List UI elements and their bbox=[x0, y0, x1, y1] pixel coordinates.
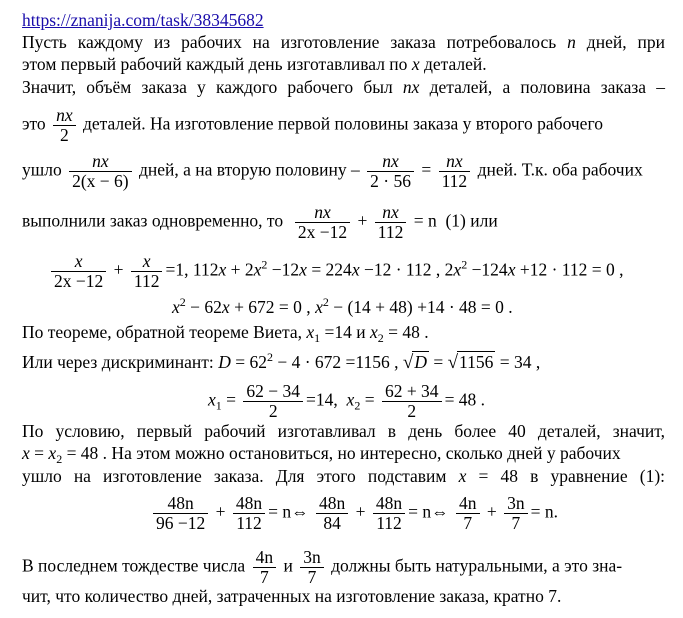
fraction-nx-112: $\frac{nx}{112}$ bbox=[439, 152, 471, 191]
source-link-line bbox=[22, 10, 264, 30]
iff-symbol-2: ⇔ bbox=[431, 501, 449, 522]
text-line-2: этом первый рабочий каждый день изготавливал по x деталей. bbox=[22, 54, 487, 74]
text-line-p3-5: В последнем тождестве числа $\frac{4n}{7}$ и $\frac{3n}{7}$ должны быть натуральными, а это зна- bbox=[22, 547, 623, 587]
fraction-nx-112b: $\frac{nx}{112}$ bbox=[375, 203, 407, 242]
discriminant-line: Или через дискриминант: $D = 62^2 - 4 \cdot 672 =1156$ , √D = √1156 = 34 , bbox=[22, 350, 541, 373]
fraction-nx-256: $\frac{nx}{2 \cdot 56}$ bbox=[367, 152, 414, 191]
fraction-3n-7b: $\frac{3n}{7}$ bbox=[300, 548, 324, 587]
text-line-p3-3: ушло на изготовление заказа. Для этого подставим x = 48 в уравнение (1): bbox=[22, 466, 666, 486]
fraction-48n-112b: $\frac{48n}{112}$ bbox=[373, 494, 405, 533]
text-line-p3-6: чит, что количество дней, затраченных на изготовление заказа, кратно 7. bbox=[22, 586, 562, 606]
text-line-p3-2: $x = x_2 = 48$ . На этом можно остановиться, но интересно, сколько дней у рабочих bbox=[22, 443, 621, 466]
source-link[interactable]: https://znanija.com/task/38345682 bbox=[22, 10, 264, 30]
equation-line-8: $x^2 - 62x + 672 = 0$ , $x^2 - (14 + 48) +14 \cdot 48 = 0$ . bbox=[172, 295, 513, 317]
fraction-4n-7b: $\frac{4n}{7}$ bbox=[253, 548, 277, 587]
fraction-x1: $\frac{62 - 34}{2}$ bbox=[243, 382, 303, 421]
text-line-3: Значит, объём заказа у каждого рабочего был nx деталей, а половина заказа – bbox=[22, 77, 665, 97]
fraction-x-2x12: $\frac{x}{2x -12}$ bbox=[51, 252, 106, 291]
fraction-x2: $\frac{62 + 34}{2}$ bbox=[382, 382, 442, 421]
iff-symbol: ⇔ bbox=[291, 501, 309, 522]
text-line-6: выполнили заказ одновременно, то $\frac{nx}{2x -12}$ + $\frac{nx}{112}$ = n (1) или bbox=[22, 202, 498, 242]
fraction-48n-84: $\frac{48n}{84}$ bbox=[316, 494, 348, 533]
roots-line: $x_1$ = $\frac{62 - 34}{2}$ =14, $x_2$ = $\frac{62 + 34}{2}$ = 48 . bbox=[208, 381, 486, 421]
text-line-5: ушло $\frac{nx}{2(x - 6)}$ дней, а на вторую половину – $\frac{nx}{2 \cdot 56}$ = $\frac{nx}{112}$ дней. Т.к. оба рабочих bbox=[22, 151, 643, 191]
fraction-x-112: $\frac{x}{112}$ bbox=[131, 252, 163, 291]
equation-line-7: $\frac{x}{2x -12}$ + $\frac{x}{112}$ =1, $112x + 2x^2 -12x = 224x -12 \cdot 112$ , $2x^2 -124x +12 \cdot 112 = 0$ , bbox=[48, 252, 624, 291]
text-line-4: это $\frac{nx}{2}$ деталей. На изготовление первой половины заказа у второго рабочего bbox=[22, 105, 603, 145]
fraction-nx-2: $\frac{nx}{2}$ bbox=[53, 106, 76, 145]
vieta-line: По теореме, обратной теореме Виета, $x_1 =14$ и $x_2 = 48$ . bbox=[22, 322, 429, 345]
text-line-p3-1: По условию, первый рабочий изготавливал в день более 40 деталей, значит, bbox=[22, 421, 665, 441]
substitution-equation: $\frac{48n}{96 -12}$ + $\frac{48n}{112}$ = n⇔ $\frac{48n}{84}$ + $\frac{48n}{112}$ = n⇔ $\frac{4n}{7}$ + $\frac{3n}{7}$ = n. bbox=[150, 494, 558, 533]
fraction-4n-7: $\frac{4n}{7}$ bbox=[456, 494, 480, 533]
fraction-48n-112: $\frac{48n}{112}$ bbox=[233, 494, 265, 533]
fraction-nx-2x6: $\frac{nx}{2(x - 6)}$ bbox=[69, 152, 132, 191]
fraction-nx-2x12: $\frac{nx}{2x -12}$ bbox=[295, 203, 350, 242]
fraction-3n-7: $\frac{3n}{7}$ bbox=[504, 494, 528, 533]
fraction-48n-9612: $\frac{48n}{96 -12}$ bbox=[153, 494, 208, 533]
text-line-1: Пусть каждому из рабочих на изготовление заказа потребовалось n дней, при bbox=[22, 32, 665, 52]
